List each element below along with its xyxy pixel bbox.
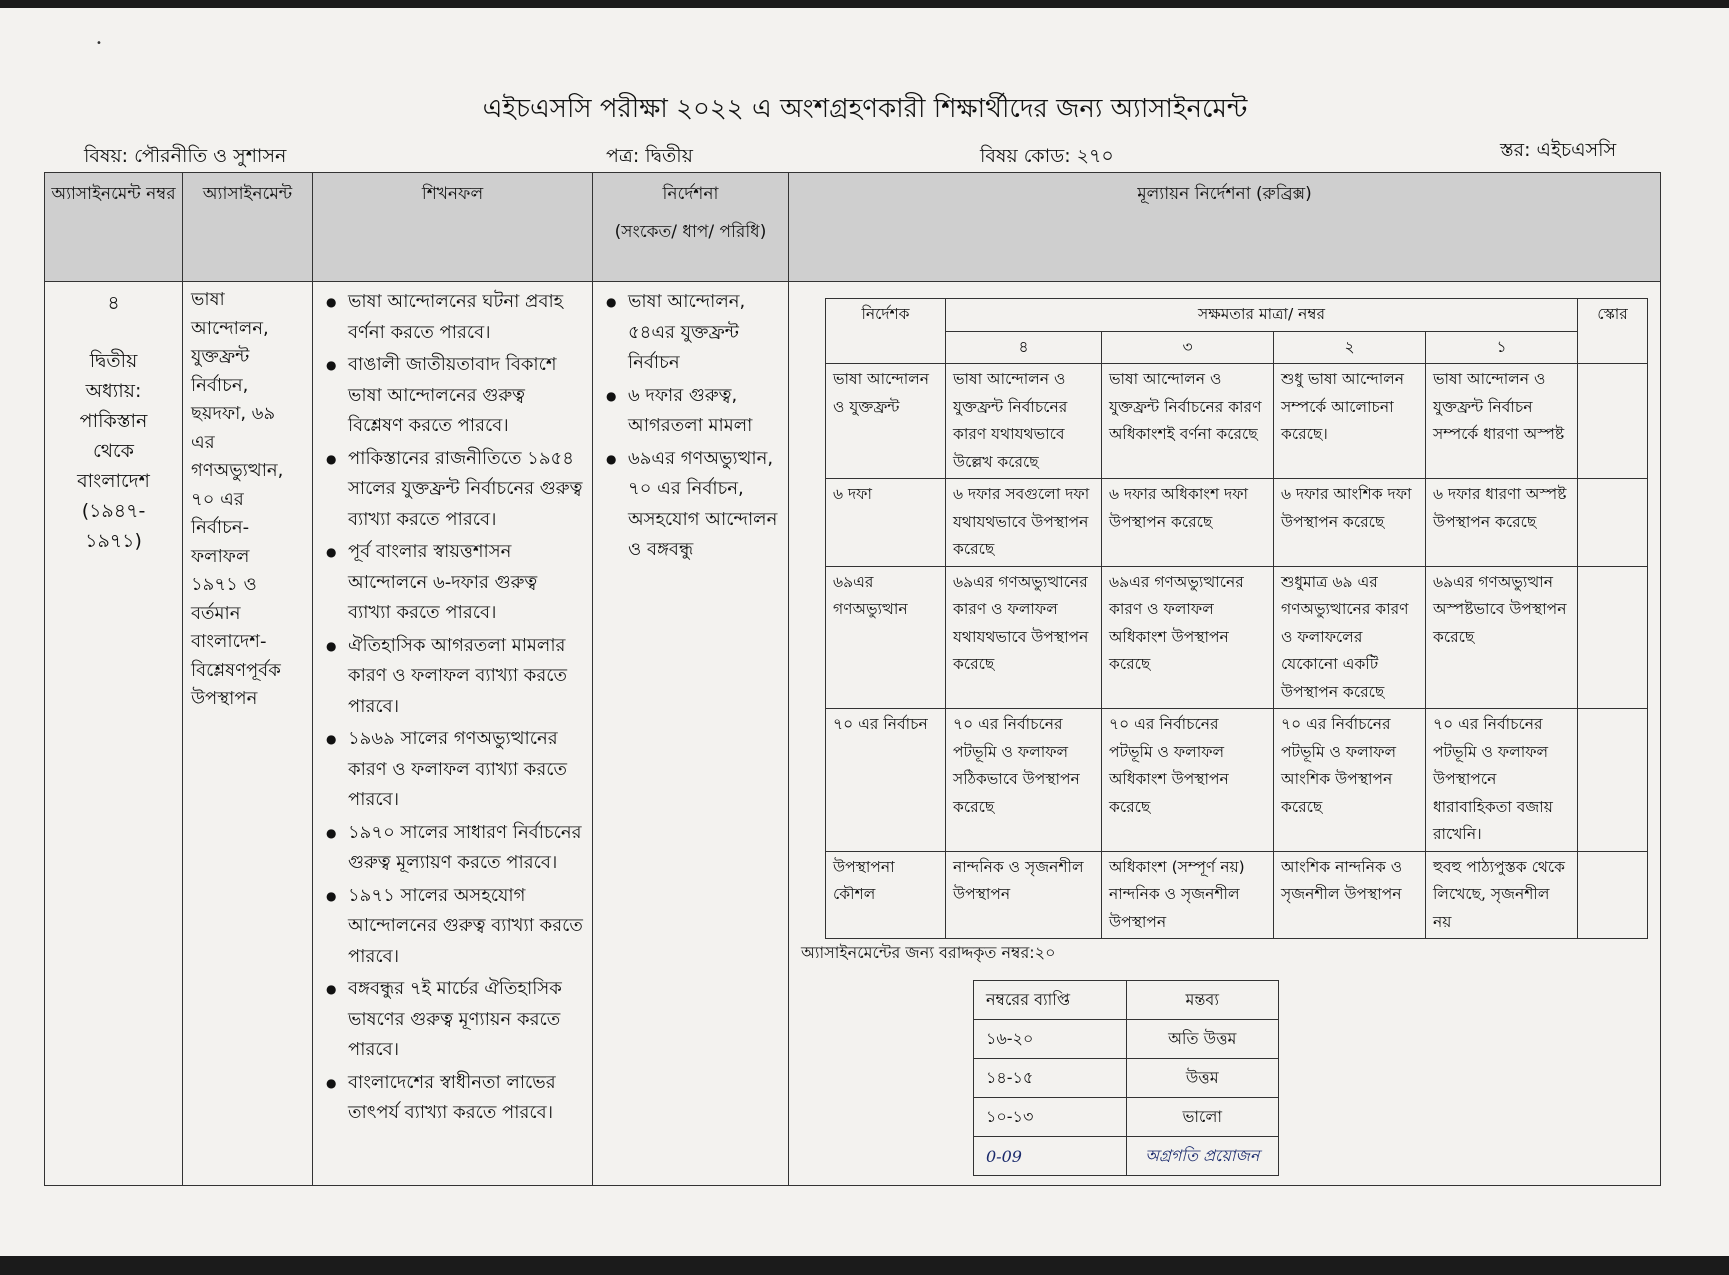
rubric-score-blank <box>1578 851 1648 939</box>
rubric-cell-text: ৭০ এর নির্বাচনের পটভূমি ও ফলাফল উপস্থাপনে ধারাবাহিকতা বজায় রাখেনি। <box>1426 709 1578 852</box>
header-rubric: মূল্যায়ন নির্দেশনা (রুব্রিক্স) <box>789 173 1661 282</box>
assignment-line: নির্বাচন- <box>191 517 250 538</box>
assignment-line: বর্তমান <box>191 602 241 624</box>
rubric-cell-text: ৭০ এর নির্বাচনের পটভূমি ও ফলাফল অধিকাংশ উপস্থাপন করেছে <box>1102 709 1274 852</box>
rubric-cell-text: হুবহু পাঠ্যপুস্তক থেকে লিখেছে, সৃজনশীল নয় <box>1426 851 1578 939</box>
rubric-cell-text: ৬৯এর গণঅভ্যুত্থানের কারণ ও ফলাফল অধিকাংশ উপস্থাপন করেছে <box>1102 566 1274 709</box>
rubric-indicator: উপস্থাপনা কৌশল <box>826 851 946 939</box>
rubric-cell-text: শুধু ভাষা আন্দোলন সম্পর্কে আলোচনা করেছে। <box>1274 364 1426 479</box>
rubric-header-row <box>826 299 1648 332</box>
rubric-header-level: সক্ষমতার মাত্রা/ নম্বর <box>946 299 1578 332</box>
grade-remark: অতি উত্তম <box>1126 1020 1279 1059</box>
subject-code-label: বিষয় কোড: ২৭০ <box>980 145 1114 167</box>
rubric-score-blank <box>1578 364 1648 479</box>
rubric-score-blank <box>1578 566 1648 709</box>
assignment-row <box>45 282 1661 1186</box>
assignment-line: নির্বাচন, <box>191 374 249 396</box>
rubric-score-blank <box>1578 479 1648 567</box>
rubric-table <box>825 298 1648 939</box>
rubric-header-indicator: নির্দেশক <box>826 299 946 364</box>
grade-range: ১৬-২০ <box>974 1020 1127 1059</box>
assignment-line: বাংলাদেশ- <box>191 631 267 652</box>
outcome-item: ● বঙ্গবন্ধুর ৭ই মার্চের ঐতিহাসিক ভাষণের গুরুত্ব মূণ্যায়ন করতে পারবে। <box>322 974 585 1066</box>
rubric-indicator: ৭০ এর নির্বাচন <box>826 709 946 852</box>
grade-row <box>974 1020 1279 1059</box>
assignment-line: গণঅভ্যুত্থান, <box>191 460 284 481</box>
guidelines-cell <box>593 282 789 1186</box>
header-row <box>45 173 1661 282</box>
grade-header-range: নম্বরের ব্যাপ্তি <box>974 981 1127 1020</box>
rubric-cell-text: ৬ দফার অধিকাংশ দফা উপস্থাপন করেছে <box>1102 479 1274 567</box>
outcome-item: ● ১৯৭০ সালের সাধারণ নির্বাচনের গুরুত্ব মূল্যায়ণ করতে পারবে। <box>322 818 585 879</box>
assignment-number: ৪ <box>107 292 120 314</box>
header-guideline-title: নির্দেশনা <box>662 184 719 204</box>
rubric-cell <box>789 282 1661 1186</box>
outcome-item: ● বাঙালী জাতীয়তাবাদ বিকাশে ভাষা আন্দোলনের গুরুত্ব বিশ্লেষণ করতে পারবে। <box>322 350 585 442</box>
rubric-row <box>826 566 1648 709</box>
grade-header-row <box>974 981 1279 1020</box>
document-page <box>0 8 1729 1256</box>
grade-row <box>974 1137 1279 1176</box>
grade-row <box>974 1059 1279 1098</box>
header-guideline <box>593 173 789 282</box>
header-guideline-sub: (সংকেত/ ধাপ/ পরিধি) <box>614 222 767 242</box>
document-title: এইচএসসি পরীক্ষা ২০২২ এ অংশগ্রহণকারী শিক্ষার্থীদের জন্য অ্যাসাইনমেন্ট <box>482 94 1248 124</box>
chapter-line: বাংলাদেশ <box>77 470 150 492</box>
rubric-level: ৩ <box>1102 331 1274 364</box>
chapter-line: থেকে <box>93 440 134 462</box>
outcome-item: ● ১৯৭১ সালের অসহযোগ আন্দোলনের গুরুত্ব ব্যাখ্যা করতে পারবে। <box>322 881 585 973</box>
subject-label: বিষয়: পৌরনীতি ও সুশাসন <box>84 145 287 167</box>
paper-label: পত্র: দ্বিতীয় <box>606 145 693 167</box>
rubric-indicator: ৬৯এর গণঅভ্যুত্থান <box>826 566 946 709</box>
grade-header-remark: মন্তব্য <box>1126 981 1279 1020</box>
assignment-line: ৭০ এর <box>191 488 244 510</box>
rubric-header-score: স্কোর <box>1578 299 1648 364</box>
rubric-cell-text: ৭০ এর নির্বাচনের পটভূমি ও ফলাফল আংশিক উপস্থাপন করেছে <box>1274 709 1426 852</box>
grade-range: ১০-১৩ <box>974 1098 1127 1137</box>
rubric-row <box>826 364 1648 479</box>
rubric-level: ২ <box>1274 331 1426 364</box>
assignment-line: ফলাফল <box>191 545 250 567</box>
grade-remark-handwritten: অগ্রগতি প্রয়োজন <box>1126 1137 1279 1176</box>
assignment-number-cell <box>45 282 183 1186</box>
chapter-line: পাকিস্তান <box>79 410 148 432</box>
outcome-item: ● বাংলাদেশের স্বাধীনতা লাভের তাৎপর্য ব্যাখ্যা করতে পারবে। <box>322 1068 585 1129</box>
outcome-item: ● ভাষা আন্দোলনের ঘটনা প্রবাহ বর্ণনা করতে পারবে। <box>322 287 585 348</box>
assignment-line: যুক্তফ্রন্ট <box>191 346 250 367</box>
assignment-topic-cell <box>183 282 313 1186</box>
total-marks: অ্যাসাইনমেন্টের জন্য বরাদ্দকৃত নম্বর:২০ <box>801 943 1056 962</box>
chapter-line: (১৯৪৭- <box>81 500 146 522</box>
grade-remark: উত্তম <box>1126 1059 1279 1098</box>
assignment-line: বিশ্লেষণপূর্বক <box>191 659 281 681</box>
outcome-item: ● পূর্ব বাংলার স্বায়ত্তশাসন আন্দোলনে ৬-দফার গুরুত্ব ব্যাখ্যা করতে পারবে। <box>322 537 585 629</box>
rubric-cell-text: ৬ দফার আংশিক দফা উপস্থাপন করেছে <box>1274 479 1426 567</box>
rubric-cell-text: ভাষা আন্দোলন ও যুক্তফ্রন্ট নির্বাচনের কারণ যথাযথভাবে উল্লেখ করেছে <box>946 364 1102 479</box>
assignment-table <box>44 172 1661 1186</box>
rubric-cell-text: ৬ দফার ধারণা অস্পষ্ট উপস্থাপন করেছে <box>1426 479 1578 567</box>
chapter-line: দ্বিতীয় <box>89 350 138 372</box>
grade-range: ১৪-১৫ <box>974 1059 1127 1098</box>
header-outcomes: শিখনফল <box>313 173 593 282</box>
guideline-item: ● ৬ দফার গুরুত্ব, আগরতলা মামলা <box>602 381 781 442</box>
rubric-row <box>826 851 1648 939</box>
rubric-indicator: ৬ দফা <box>826 479 946 567</box>
grade-row <box>974 1098 1279 1137</box>
rubric-cell-text: নান্দনিক ও সৃজনশীল উপস্থাপন <box>946 851 1102 939</box>
rubric-level-row <box>826 331 1648 364</box>
rubric-cell-text: ভাষা আন্দোলন ও যুক্তফ্রন্ট নির্বাচনের কারণ অধিকাংশই বর্ণনা করেছে <box>1102 364 1274 479</box>
rubric-cell-text: ৬৯এর গণঅভ্যুত্থান অস্পষ্টভাবে উপস্থাপন করেছে <box>1426 566 1578 709</box>
guidelines-list <box>594 283 787 566</box>
rubric-score-blank <box>1578 709 1648 852</box>
header-assignment: অ্যাসাইনমেন্ট <box>183 173 313 282</box>
assignment-line: এর <box>191 431 215 453</box>
learning-outcomes-cell <box>313 282 593 1186</box>
rubric-cell-text: অধিকাংশ (সম্পূর্ণ নয়) নান্দনিক ও সৃজনশীল উপস্থাপন <box>1102 851 1274 939</box>
outcome-item: ● পাকিস্তানের রাজনীতিতে ১৯৫৪ সালের যুক্তফ্রন্ট নির্বাচনের গুরুত্ব ব্যাখ্যা করতে পারবে। <box>322 444 585 536</box>
rubric-row <box>826 709 1648 852</box>
chapter-line: ১৯৭১) <box>85 530 142 552</box>
learning-outcomes-list <box>314 283 591 1129</box>
grade-table <box>973 980 1279 1176</box>
rubric-cell-text: ৭০ এর নির্বাচনের পটভূমি ও ফলাফল সঠিকভাবে উপস্থাপন করেছে <box>946 709 1102 852</box>
assignment-line: উপস্থাপন <box>191 688 258 709</box>
outcome-item: ● ঐতিহাসিক আগরতলা মামলার কারণ ও ফলাফল ব্যাখ্যা করতে পারবে। <box>322 631 585 723</box>
level-label: স্তর: এইচএসসি <box>1500 139 1617 161</box>
guideline-item: ● ৬৯এর গণঅভ্যুত্থান, ৭০ এর নির্বাচন, অসহযোগ আন্দোলন ও বঙ্গবন্ধু <box>602 444 781 566</box>
rubric-level: ১ <box>1426 331 1578 364</box>
rubric-row <box>826 479 1648 567</box>
rubric-level: ৪ <box>946 331 1102 364</box>
rubric-cell-text: ৬ দফার সবগুলো দফা যথাযথভাবে উপস্থাপন করেছে <box>946 479 1102 567</box>
grade-range-handwritten: 0-09 <box>974 1137 1127 1176</box>
assignment-line: ১৯৭১ ও <box>191 574 257 595</box>
assignment-line: ছয়দফা, ৬৯ <box>191 403 276 424</box>
assignment-line: আন্দোলন, <box>191 317 269 339</box>
assignment-line: ভাষা <box>191 289 225 310</box>
outcome-item: ● ১৯৬৯ সালের গণঅভ্যুত্থানের কারণ ও ফলাফল ব্যাখ্যা করতে পারবে। <box>322 724 585 816</box>
rubric-cell-text: ৬৯এর গণঅভ্যুত্থানের কারণ ও ফলাফল যথাযথভাবে উপস্থাপন করেছে <box>946 566 1102 709</box>
header-number: অ্যাসাইনমেন্ট নম্বর <box>45 173 183 282</box>
rubric-cell-text: আংশিক নান্দনিক ও সৃজনশীল উপস্থাপন <box>1274 851 1426 939</box>
rubric-cell-text: শুধুমাত্র ৬৯ এর গণঅভ্যুত্থানের কারণ ও ফলাফলের যেকোনো একটি উপস্থাপন করেছে <box>1274 566 1426 709</box>
grade-remark: ভালো <box>1126 1098 1279 1137</box>
rubric-cell-text: ভাষা আন্দোলন ও যুক্তফ্রন্ট নির্বাচন সম্পর্কে ধারণা অস্পষ্ট <box>1426 364 1578 479</box>
guideline-item: ● ভাষা আন্দোলন, ৫৪এর যুক্তফ্রন্ট নির্বাচন <box>602 287 781 379</box>
chapter-line: অধ্যায়: <box>85 380 142 402</box>
speck: • <box>96 38 102 49</box>
rubric-indicator: ভাষা আন্দোলন ও যুক্তফ্রন্ট <box>826 364 946 479</box>
